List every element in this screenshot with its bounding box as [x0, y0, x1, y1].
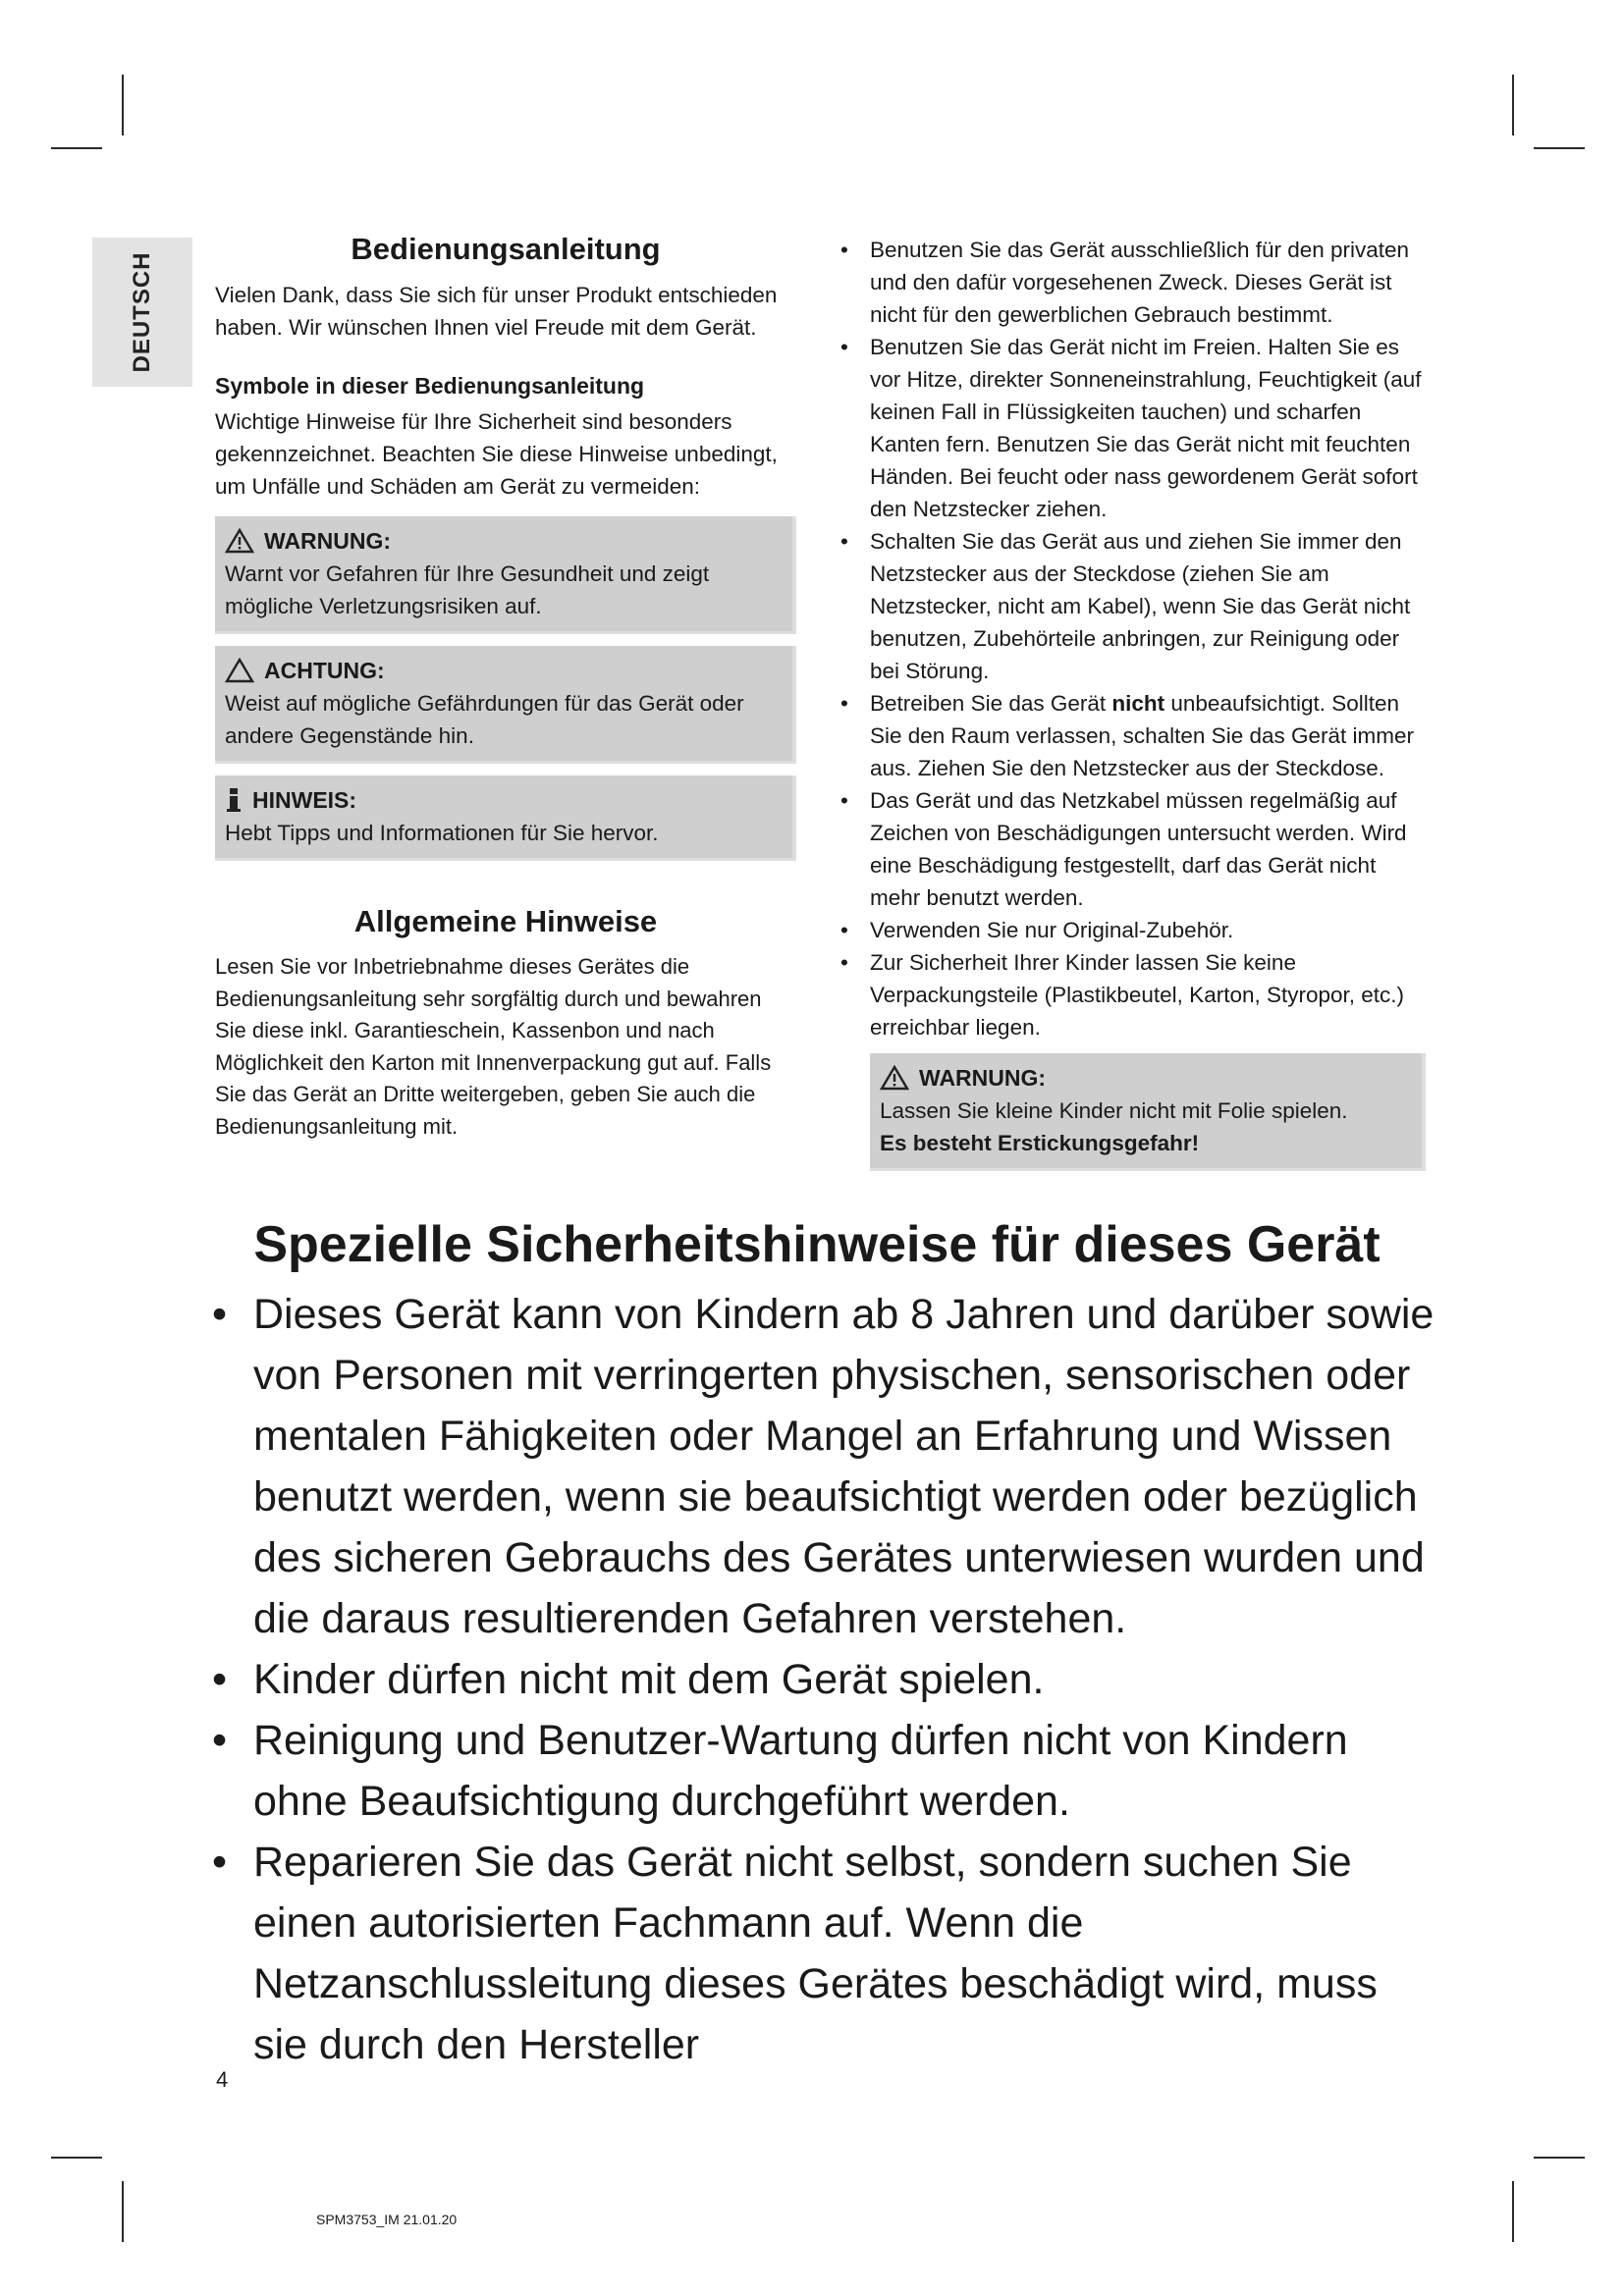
document-code: SPM3753_IM 21.01.20	[316, 2212, 458, 2227]
warning-box-title: WARNUNG:	[919, 1065, 1047, 1091]
crop-mark	[122, 2181, 124, 2242]
crop-mark	[1512, 2181, 1514, 2242]
list-item-text: unbeaufsichtigt. Sollten Sie den Raum verlassen, schalten Sie das Gerät immer aus. Ziehen Sie den Netzstecker aus der Steckdose.	[870, 691, 1414, 780]
list-item	[837, 687, 1426, 784]
intro-text: Vielen Dank, dass Sie sich für unser Produkt entschieden haben. Wir wünschen Ihnen viel Freude mit dem Gerät.	[215, 283, 778, 340]
warning-box	[870, 1053, 1426, 1171]
right-column	[837, 234, 1426, 1171]
page-number: 4	[216, 2067, 229, 2092]
list-item-text: Betreiben Sie das Gerät	[870, 691, 1112, 716]
symbols-heading: Symbole in dieser Bedienungsanleitung	[215, 373, 645, 399]
note-title: WARNUNG:	[264, 528, 392, 554]
crop-mark	[51, 2157, 102, 2159]
left-column	[215, 232, 796, 1143]
list-item: • Schalten Sie das Gerät aus und ziehen Sie immer den Netzstecker aus der Steckdose (ziehen Sie am Netzstecker, nicht am Kabel), wenn Sie das Gerät nicht benutzen, Zubehörteile anbringen, zur Reinigung oder bei Störung.	[837, 525, 1426, 687]
info-icon	[225, 787, 243, 813]
note-text: Warnt vor Gefahren für Ihre Gesundheit und zeigt mögliche Verletzungsrisiken auf.	[225, 561, 710, 618]
list-item-emphasis: nicht	[1111, 691, 1165, 716]
crop-mark	[1534, 2157, 1585, 2159]
list-item: • Reparieren Sie das Gerät nicht selbst, sondern suchen Sie einen autorisierten Fachmann auf. Wenn die Netzanschlussleitung dieses Gerätes beschädigt wird, muss sie durch den Hersteller	[210, 1832, 1437, 2075]
list-item: • Benutzen Sie das Gerät ausschließlich für den privaten und den dafür vorgesehenen Zweck. Dieses Gerät ist nicht für den gewerblichen Gebrauch bestimmt.	[837, 234, 1426, 331]
warning-box-text: Lassen Sie kleine Kinder nicht mit Folie spielen.	[880, 1098, 1348, 1123]
list-item: • Zur Sicherheit Ihrer Kinder lassen Sie keine Verpackungsteile (Plastikbeutel, Karton, Styropor, etc.) erreichbar liegen.	[837, 946, 1426, 1043]
crop-mark	[1512, 75, 1514, 135]
general-title: Allgemeine Hinweise	[353, 904, 658, 938]
crop-mark	[122, 75, 124, 135]
list-item: • Das Gerät und das Netzkabel müssen regelmäßig auf Zeichen von Beschädigungen untersucht werden. Wird eine Beschädigung festgestellt, darf das Gerät nicht mehr benutzt werden.	[837, 784, 1426, 914]
note-caution	[215, 646, 796, 764]
language-label: DEUTSCH	[129, 251, 155, 373]
note-info	[215, 775, 796, 861]
warning-triangle-icon	[880, 1065, 909, 1091]
special-safety-list	[210, 1284, 1437, 2075]
safety-list	[837, 234, 1426, 1043]
list-item: • Benutzen Sie das Gerät nicht im Freien. Halten Sie es vor Hitze, direkter Sonneneinstrahlung, Feuchtigkeit (auf keinen Fall in Flüssigkeiten tauchen) und scharfen Kanten fern. Benutzen Sie das Gerät nicht mit feuchten Händen. Bei feucht oder nass gewordenem Gerät sofort den Netzstecker ziehen.	[837, 331, 1426, 525]
note-text: Hebt Tipps und Informationen für Sie hervor.	[225, 821, 659, 845]
note-title: HINWEIS:	[252, 787, 357, 813]
general-text: Lesen Sie vor Inbetriebnahme dieses Gerätes die Bedienungsanleitung sehr sorgfältig durch und bewahren Sie diese inkl. Garantieschein, Kassenbon und nach Möglichkeit den Karton mit Innenverpackung gut auf. Falls Sie das Gerät an Dritte weitergeben, geben Sie auch die Bedienungsanleitung mit.	[215, 954, 772, 1139]
note-text: Weist auf mögliche Gefährdungen für das Gerät oder andere Gegenstände hin.	[225, 691, 744, 748]
list-item: • Dieses Gerät kann von Kindern ab 8 Jahren und darüber sowie von Personen mit verringerten physischen, sensorischen oder mentalen Fähigkeiten oder Mangel an Erfahrung und Wissen benutzt werden, wenn sie beaufsichtigt werden oder bezüglich des sicheren Gebrauchs des Gerätes unterwiesen wurden und die daraus resultierenden Gefahren verstehen.	[210, 1284, 1437, 1649]
intro-title: Bedienungsanleitung	[351, 232, 661, 266]
language-tab	[92, 238, 192, 387]
list-item: • Reinigung und Benutzer-Wartung dürfen nicht von Kindern ohne Beaufsichtigung durchgeführt werden.	[210, 1710, 1437, 1832]
symbols-text: Wichtige Hinweise für Ihre Sicherheit sind besonders gekennzeichnet. Beachten Sie diese Hinweise unbedingt, um Unfälle und Schäden am Gerät zu vermeiden:	[215, 409, 778, 499]
note-title: ACHTUNG:	[264, 658, 385, 683]
warning-box-bold-text: Es besteht Erstickungsgefahr!	[880, 1131, 1200, 1155]
warning-triangle-icon	[225, 528, 254, 554]
crop-mark	[51, 147, 102, 149]
list-item: • Kinder dürfen nicht mit dem Gerät spielen.	[210, 1649, 1437, 1710]
special-safety-title: Spezielle Sicherheitshinweise für dieses Gerät	[253, 1216, 1380, 1273]
list-item: • Verwenden Sie nur Original-Zubehör.	[837, 914, 1426, 946]
note-warning	[215, 516, 796, 634]
caution-triangle-icon	[225, 658, 254, 683]
crop-mark	[1534, 147, 1585, 149]
